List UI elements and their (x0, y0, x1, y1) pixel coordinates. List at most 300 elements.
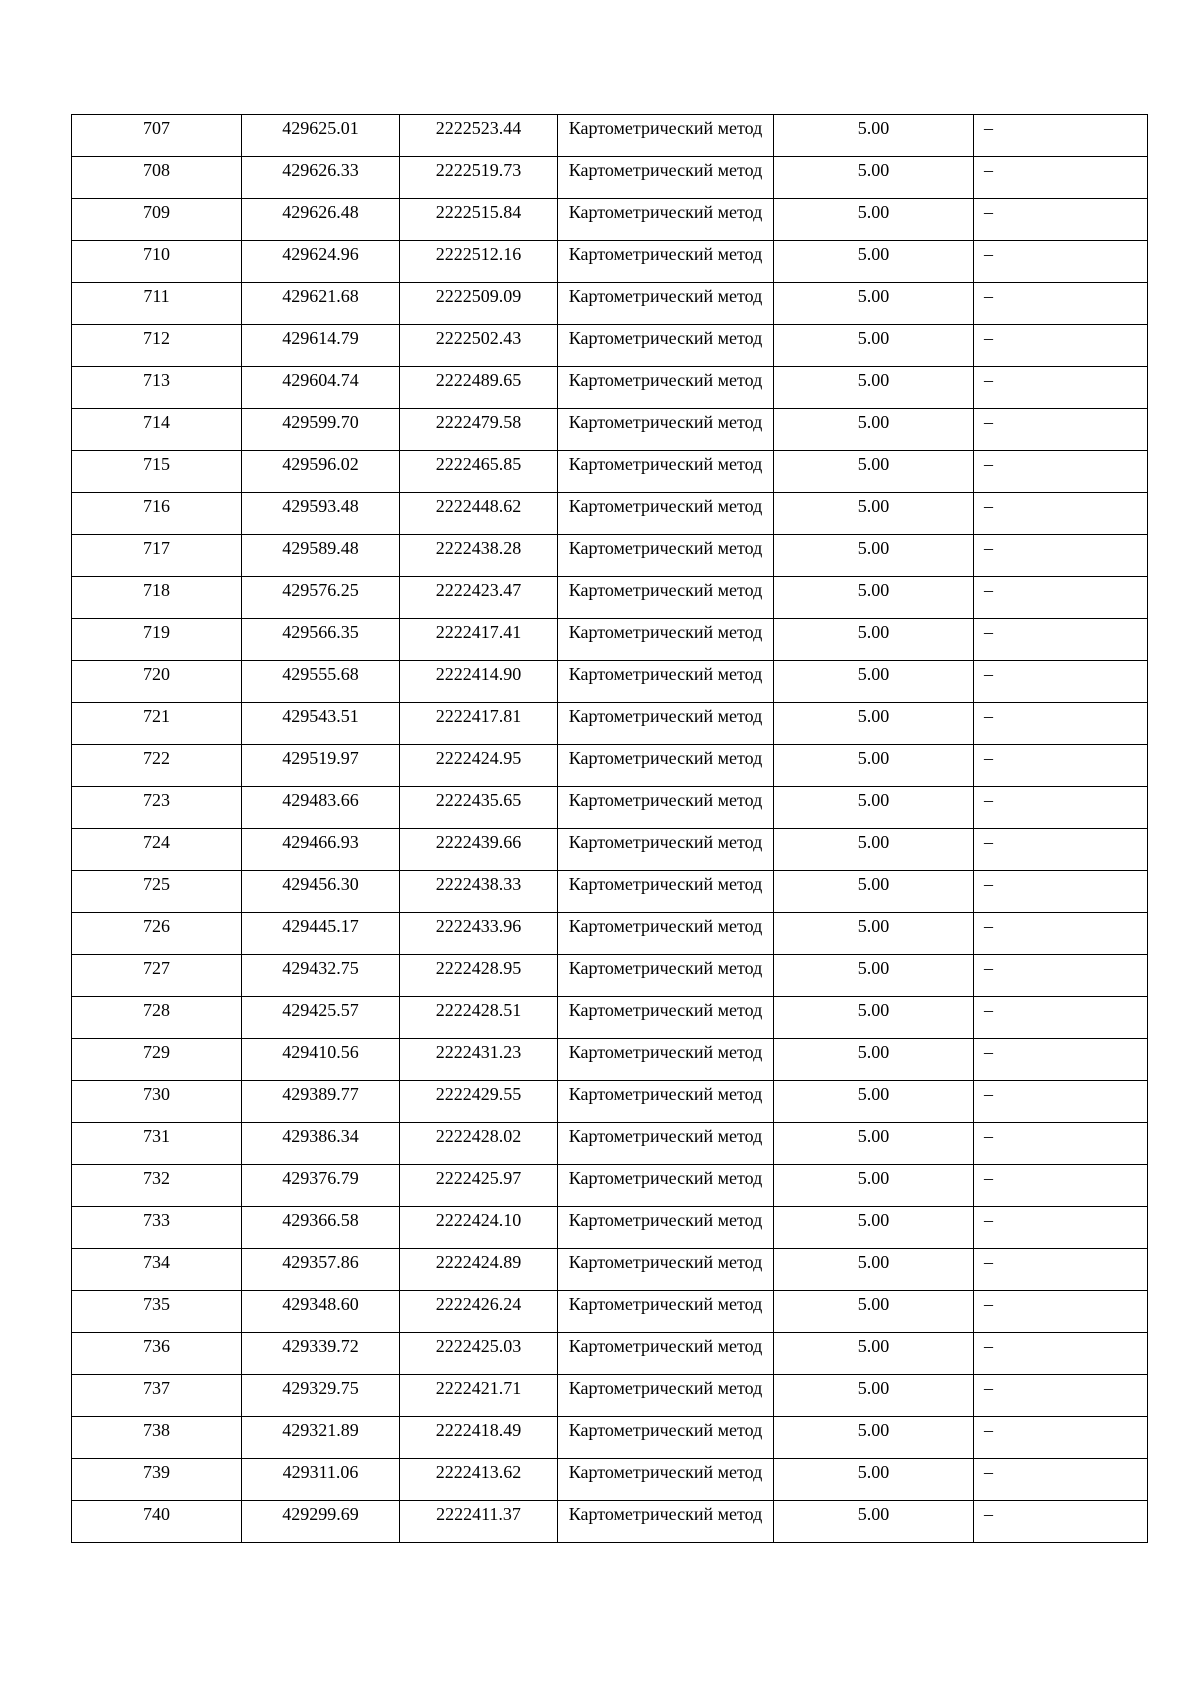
point-number-text: 738 (143, 1420, 170, 1440)
x-coordinate-cell (242, 955, 400, 997)
note-text: – (984, 1210, 993, 1230)
y-coordinate-text: 2222523.44 (435, 118, 522, 138)
accuracy-text: 5.00 (857, 538, 890, 558)
accuracy-cell (774, 493, 974, 535)
x-coordinate-text: 429625.01 (282, 118, 359, 138)
x-coordinate-text: 429348.60 (282, 1294, 359, 1314)
x-coordinate-cell (242, 1249, 400, 1291)
point-number-text: 717 (143, 538, 170, 558)
y-coordinate-cell (400, 1333, 558, 1375)
table-row (72, 955, 1148, 997)
note-text: – (984, 496, 993, 516)
y-coordinate-cell (400, 1165, 558, 1207)
table-row (72, 1081, 1148, 1123)
point-number-text: 736 (143, 1336, 170, 1356)
y-coordinate-text: 2222411.37 (436, 1504, 521, 1524)
accuracy-cell (774, 619, 974, 661)
y-coordinate-text: 2222489.65 (435, 370, 522, 390)
accuracy-cell (774, 1333, 974, 1375)
table-row (72, 1123, 1148, 1165)
method-text: Картометрический метод (568, 244, 763, 264)
point-number-cell (72, 1207, 242, 1249)
y-coordinate-cell (400, 1081, 558, 1123)
y-coordinate-text: 2222413.62 (435, 1462, 522, 1482)
x-coordinate-cell (242, 199, 400, 241)
method-text: Картометрический метод (568, 538, 763, 558)
method-text: Картометрический метод (568, 1084, 763, 1104)
method-cell (558, 325, 774, 367)
accuracy-cell (774, 283, 974, 325)
x-coordinate-cell (242, 1291, 400, 1333)
method-text: Картометрический метод (568, 916, 763, 936)
note-text: – (984, 370, 993, 390)
point-number-cell (72, 451, 242, 493)
y-coordinate-text: 2222417.81 (435, 706, 522, 726)
coordinates-table-body (72, 115, 1148, 1543)
method-cell (558, 619, 774, 661)
accuracy-text: 5.00 (857, 496, 890, 516)
note-cell (974, 871, 1148, 913)
x-coordinate-text: 429566.35 (282, 622, 359, 642)
accuracy-cell (774, 1165, 974, 1207)
accuracy-cell (774, 703, 974, 745)
point-number-cell (72, 1417, 242, 1459)
table-row (72, 241, 1148, 283)
method-text: Картометрический метод (568, 1042, 763, 1062)
table-row (72, 1501, 1148, 1543)
note-cell (974, 745, 1148, 787)
note-cell (974, 115, 1148, 157)
point-number-text: 730 (143, 1084, 170, 1104)
y-coordinate-text: 2222431.23 (435, 1042, 522, 1062)
method-text: Картометрический метод (568, 328, 763, 348)
x-coordinate-cell (242, 913, 400, 955)
y-coordinate-cell (400, 955, 558, 997)
point-number-cell (72, 1249, 242, 1291)
x-coordinate-text: 429425.57 (282, 1000, 359, 1020)
note-cell (974, 535, 1148, 577)
accuracy-text: 5.00 (857, 1420, 890, 1440)
point-number-cell (72, 829, 242, 871)
method-cell (558, 1249, 774, 1291)
x-coordinate-cell (242, 157, 400, 199)
point-number-cell (72, 283, 242, 325)
note-text: – (984, 1336, 993, 1356)
table-row (72, 157, 1148, 199)
method-cell (558, 913, 774, 955)
x-coordinate-cell (242, 1207, 400, 1249)
y-coordinate-text: 2222424.10 (435, 1210, 522, 1230)
x-coordinate-cell (242, 451, 400, 493)
x-coordinate-text: 429589.48 (282, 538, 359, 558)
x-coordinate-cell (242, 241, 400, 283)
point-number-cell (72, 745, 242, 787)
point-number-text: 713 (143, 370, 170, 390)
y-coordinate-text: 2222421.71 (435, 1378, 522, 1398)
method-cell (558, 283, 774, 325)
note-cell (974, 1207, 1148, 1249)
method-cell (558, 1207, 774, 1249)
accuracy-cell (774, 913, 974, 955)
note-cell (974, 997, 1148, 1039)
note-text: – (984, 832, 993, 852)
point-number-cell (72, 1291, 242, 1333)
accuracy-cell (774, 997, 974, 1039)
point-number-cell (72, 1039, 242, 1081)
method-text: Картометрический метод (568, 790, 763, 810)
y-coordinate-text: 2222423.47 (435, 580, 522, 600)
point-number-cell (72, 1375, 242, 1417)
note-text: – (984, 118, 993, 138)
x-coordinate-cell (242, 1501, 400, 1543)
table-row (72, 1333, 1148, 1375)
point-number-text: 737 (143, 1378, 170, 1398)
accuracy-cell (774, 1081, 974, 1123)
note-cell (974, 619, 1148, 661)
note-text: – (984, 454, 993, 474)
point-number-text: 740 (143, 1504, 170, 1524)
accuracy-cell (774, 367, 974, 409)
point-number-cell (72, 871, 242, 913)
accuracy-text: 5.00 (857, 1462, 890, 1482)
x-coordinate-text: 429555.68 (282, 664, 359, 684)
note-cell (974, 367, 1148, 409)
table-row (72, 1459, 1148, 1501)
method-cell (558, 1165, 774, 1207)
accuracy-text: 5.00 (857, 580, 890, 600)
point-number-text: 725 (143, 874, 170, 894)
y-coordinate-text: 2222435.65 (435, 790, 522, 810)
method-text: Картометрический метод (568, 622, 763, 642)
method-cell (558, 745, 774, 787)
y-coordinate-text: 2222426.24 (435, 1294, 522, 1314)
method-text: Картометрический метод (568, 1252, 763, 1272)
point-number-text: 732 (143, 1168, 170, 1188)
y-coordinate-cell (400, 1501, 558, 1543)
method-text: Картометрический метод (568, 1462, 763, 1482)
y-coordinate-cell (400, 1375, 558, 1417)
y-coordinate-text: 2222425.97 (435, 1168, 522, 1188)
x-coordinate-cell (242, 535, 400, 577)
accuracy-cell (774, 157, 974, 199)
table-row (72, 745, 1148, 787)
y-coordinate-text: 2222519.73 (435, 160, 522, 180)
note-text: – (984, 1294, 993, 1314)
method-cell (558, 241, 774, 283)
y-coordinate-text: 2222414.90 (435, 664, 522, 684)
y-coordinate-text: 2222418.49 (435, 1420, 522, 1440)
accuracy-cell (774, 829, 974, 871)
y-coordinate-cell (400, 409, 558, 451)
method-text: Картометрический метод (568, 706, 763, 726)
accuracy-text: 5.00 (857, 790, 890, 810)
note-text: – (984, 1168, 993, 1188)
note-cell (974, 1249, 1148, 1291)
point-number-cell (72, 367, 242, 409)
method-cell (558, 703, 774, 745)
y-coordinate-cell (400, 1291, 558, 1333)
table-row (72, 493, 1148, 535)
y-coordinate-cell (400, 1249, 558, 1291)
x-coordinate-cell (242, 871, 400, 913)
x-coordinate-cell (242, 409, 400, 451)
point-number-cell (72, 493, 242, 535)
note-cell (974, 325, 1148, 367)
y-coordinate-cell (400, 871, 558, 913)
y-coordinate-cell (400, 1459, 558, 1501)
y-coordinate-cell (400, 535, 558, 577)
method-cell (558, 451, 774, 493)
note-cell (974, 955, 1148, 997)
method-cell (558, 115, 774, 157)
method-cell (558, 493, 774, 535)
y-coordinate-text: 2222438.28 (435, 538, 522, 558)
table-row (72, 1249, 1148, 1291)
x-coordinate-text: 429376.79 (282, 1168, 359, 1188)
note-cell (974, 493, 1148, 535)
x-coordinate-cell (242, 1333, 400, 1375)
y-coordinate-text: 2222428.02 (435, 1126, 522, 1146)
note-cell (974, 409, 1148, 451)
method-text: Картометрический метод (568, 874, 763, 894)
x-coordinate-text: 429576.25 (282, 580, 359, 600)
method-cell (558, 1123, 774, 1165)
note-text: – (984, 790, 993, 810)
note-text: – (984, 286, 993, 306)
accuracy-cell (774, 577, 974, 619)
point-number-text: 734 (143, 1252, 170, 1272)
point-number-text: 710 (143, 244, 170, 264)
x-coordinate-cell (242, 745, 400, 787)
note-cell (974, 829, 1148, 871)
point-number-cell (72, 535, 242, 577)
x-coordinate-text: 429386.34 (282, 1126, 359, 1146)
x-coordinate-text: 429339.72 (282, 1336, 359, 1356)
accuracy-cell (774, 955, 974, 997)
point-number-cell (72, 1459, 242, 1501)
note-cell (974, 1291, 1148, 1333)
x-coordinate-text: 429519.97 (282, 748, 359, 768)
x-coordinate-cell (242, 787, 400, 829)
note-cell (974, 1039, 1148, 1081)
accuracy-cell (774, 1039, 974, 1081)
point-number-cell (72, 115, 242, 157)
x-coordinate-cell (242, 703, 400, 745)
accuracy-text: 5.00 (857, 160, 890, 180)
method-text: Картометрический метод (568, 748, 763, 768)
note-text: – (984, 748, 993, 768)
method-text: Картометрический метод (568, 412, 763, 432)
y-coordinate-text: 2222509.09 (435, 286, 522, 306)
x-coordinate-text: 429626.33 (282, 160, 359, 180)
x-coordinate-text: 429593.48 (282, 496, 359, 516)
method-text: Картометрический метод (568, 454, 763, 474)
point-number-text: 714 (143, 412, 170, 432)
accuracy-cell (774, 1291, 974, 1333)
y-coordinate-text: 2222515.84 (435, 202, 522, 222)
point-number-cell (72, 241, 242, 283)
accuracy-text: 5.00 (857, 244, 890, 264)
note-cell (974, 787, 1148, 829)
accuracy-cell (774, 1459, 974, 1501)
x-coordinate-cell (242, 1039, 400, 1081)
method-cell (558, 1417, 774, 1459)
accuracy-text: 5.00 (857, 286, 890, 306)
y-coordinate-text: 2222417.41 (435, 622, 522, 642)
method-cell (558, 661, 774, 703)
y-coordinate-cell (400, 997, 558, 1039)
point-number-cell (72, 157, 242, 199)
method-text: Картометрический метод (568, 580, 763, 600)
note-text: – (984, 328, 993, 348)
note-text: – (984, 538, 993, 558)
accuracy-cell (774, 325, 974, 367)
point-number-cell (72, 1123, 242, 1165)
accuracy-cell (774, 1501, 974, 1543)
method-text: Картометрический метод (568, 1504, 763, 1524)
note-cell (974, 283, 1148, 325)
table-row (72, 661, 1148, 703)
table-row (72, 1417, 1148, 1459)
method-text: Картометрический метод (568, 958, 763, 978)
x-coordinate-text: 429466.93 (282, 832, 359, 852)
table-row (72, 787, 1148, 829)
x-coordinate-text: 429410.56 (282, 1042, 359, 1062)
y-coordinate-cell (400, 829, 558, 871)
y-coordinate-cell (400, 241, 558, 283)
method-cell (558, 409, 774, 451)
point-number-text: 727 (143, 958, 170, 978)
point-number-text: 711 (143, 286, 170, 306)
x-coordinate-text: 429624.96 (282, 244, 359, 264)
x-coordinate-cell (242, 493, 400, 535)
note-text: – (984, 160, 993, 180)
x-coordinate-cell (242, 1165, 400, 1207)
table-row (72, 1375, 1148, 1417)
accuracy-text: 5.00 (857, 118, 890, 138)
x-coordinate-text: 429329.75 (282, 1378, 359, 1398)
accuracy-cell (774, 409, 974, 451)
y-coordinate-cell (400, 199, 558, 241)
note-cell (974, 1375, 1148, 1417)
method-text: Картометрический метод (568, 1420, 763, 1440)
x-coordinate-text: 429599.70 (282, 412, 359, 432)
x-coordinate-text: 429321.89 (282, 1420, 359, 1440)
point-number-text: 733 (143, 1210, 170, 1230)
table-row (72, 1039, 1148, 1081)
point-number-cell (72, 1333, 242, 1375)
note-text: – (984, 622, 993, 642)
x-coordinate-text: 429299.69 (282, 1504, 359, 1524)
y-coordinate-text: 2222465.85 (435, 454, 522, 474)
table-row (72, 829, 1148, 871)
note-text: – (984, 1000, 993, 1020)
table-row (72, 577, 1148, 619)
note-cell (974, 1081, 1148, 1123)
accuracy-text: 5.00 (857, 622, 890, 642)
point-number-cell (72, 703, 242, 745)
point-number-cell (72, 619, 242, 661)
y-coordinate-text: 2222428.51 (435, 1000, 522, 1020)
x-coordinate-cell (242, 367, 400, 409)
accuracy-text: 5.00 (857, 832, 890, 852)
point-number-cell (72, 199, 242, 241)
y-coordinate-cell (400, 619, 558, 661)
point-number-text: 721 (143, 706, 170, 726)
accuracy-cell (774, 661, 974, 703)
accuracy-text: 5.00 (857, 454, 890, 474)
point-number-text: 724 (143, 832, 170, 852)
x-coordinate-cell (242, 325, 400, 367)
note-text: – (984, 874, 993, 894)
point-number-text: 722 (143, 748, 170, 768)
y-coordinate-text: 2222424.95 (435, 748, 522, 768)
method-cell (558, 1291, 774, 1333)
method-text: Картометрический метод (568, 202, 763, 222)
method-text: Картометрический метод (568, 286, 763, 306)
accuracy-cell (774, 1207, 974, 1249)
method-text: Картометрический метод (568, 1294, 763, 1314)
accuracy-cell (774, 871, 974, 913)
accuracy-text: 5.00 (857, 1000, 890, 1020)
accuracy-text: 5.00 (857, 1378, 890, 1398)
y-coordinate-cell (400, 661, 558, 703)
point-number-cell (72, 661, 242, 703)
y-coordinate-text: 2222425.03 (435, 1336, 522, 1356)
x-coordinate-text: 429626.48 (282, 202, 359, 222)
point-number-cell (72, 787, 242, 829)
point-number-text: 739 (143, 1462, 170, 1482)
point-number-cell (72, 1165, 242, 1207)
point-number-text: 716 (143, 496, 170, 516)
note-cell (974, 1123, 1148, 1165)
x-coordinate-text: 429456.30 (282, 874, 359, 894)
table-row (72, 283, 1148, 325)
x-coordinate-text: 429614.79 (282, 328, 359, 348)
note-cell (974, 199, 1148, 241)
method-text: Картометрический метод (568, 1126, 763, 1146)
note-text: – (984, 202, 993, 222)
method-text: Картометрический метод (568, 1168, 763, 1188)
x-coordinate-cell (242, 1459, 400, 1501)
x-coordinate-text: 429311.06 (282, 1462, 359, 1482)
y-coordinate-cell (400, 745, 558, 787)
y-coordinate-cell (400, 325, 558, 367)
accuracy-text: 5.00 (857, 202, 890, 222)
method-text: Картометрический метод (568, 832, 763, 852)
accuracy-cell (774, 535, 974, 577)
note-cell (974, 577, 1148, 619)
method-cell (558, 1333, 774, 1375)
y-coordinate-text: 2222479.58 (435, 412, 522, 432)
note-text: – (984, 1420, 993, 1440)
method-cell (558, 157, 774, 199)
point-number-text: 708 (143, 160, 170, 180)
table-row (72, 451, 1148, 493)
point-number-cell (72, 955, 242, 997)
note-cell (974, 1417, 1148, 1459)
method-text: Картометрический метод (568, 496, 763, 516)
accuracy-text: 5.00 (857, 664, 890, 684)
point-number-text: 720 (143, 664, 170, 684)
method-cell (558, 1375, 774, 1417)
point-number-cell (72, 577, 242, 619)
accuracy-text: 5.00 (857, 1294, 890, 1314)
x-coordinate-text: 429621.68 (282, 286, 359, 306)
table-row (72, 703, 1148, 745)
point-number-text: 729 (143, 1042, 170, 1062)
point-number-cell (72, 1501, 242, 1543)
